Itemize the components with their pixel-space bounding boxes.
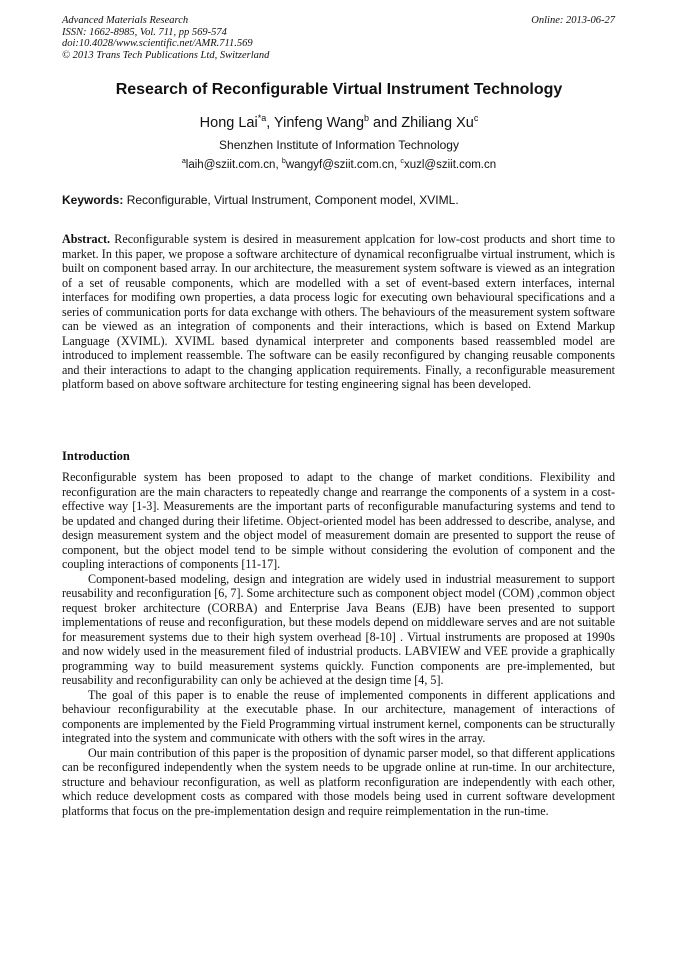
email-list — [0, 159, 678, 171]
copyright-line: © 2013 Trans Tech Publications Ltd, Switzerland — [62, 49, 270, 61]
author-name: Hong Lai — [199, 115, 258, 131]
author-mark: *a — [257, 113, 267, 124]
author-name: Yinfeng Wang — [274, 115, 365, 131]
email-mark: b — [281, 157, 286, 166]
keywords-label: Keywords: — [62, 193, 124, 207]
issn-line: ISSN: 1662-8985, Vol. 711, pp 569-574 — [62, 26, 227, 38]
journal-name: Advanced Materials Research — [62, 15, 189, 26]
email-address: laih@sziit.com.cn — [185, 159, 276, 171]
institution: Shenzhen Institute of Information Technology — [219, 138, 459, 152]
section-heading-introduction: Introduction — [62, 449, 130, 463]
paper-title: Research of Reconfigurable Virtual Instrument Technology — [115, 81, 563, 98]
author-mark: b — [364, 113, 370, 124]
paragraph: Component-based modeling, design and integration are widely used in industrial measurement to support reusability and reconfiguration [6, 7]. Some architecture such as component object model (COM) ,common object request broker architecture (CORBA) and Enterprise Java Beans (EJB) have been presented to support implementations of reuse and reconfiguration, but these models depend on middleware serves and are not suitable for measurement systems due to their high system overhead [8-10] . Virtual instruments are proposed at 1990s and now widely used in the measurement filed of industrial products. LABVIEW and VEE provide a graphically programming way to build measurement systems quickly. Function components are pre-implemented, but reusability and reconfigurability can only be achieved at the design time [4, 5]. — [62, 571, 615, 687]
author-name: Zhiliang Xu — [401, 115, 474, 131]
email-separator: , — [275, 159, 282, 171]
author-list — [0, 115, 678, 131]
author-separator: and — [369, 115, 402, 131]
email-mark: c — [400, 157, 404, 166]
abstract-label: Abstract. — [62, 232, 111, 246]
introduction-body — [62, 470, 615, 818]
online-date: Online: 2013-06-27 — [531, 15, 615, 26]
author-mark: c — [473, 113, 479, 124]
abstract — [62, 232, 615, 392]
email-address: wangyf@sziit.com.cn — [285, 159, 394, 171]
paragraph: Our main contribution of this paper is the proposition of dynamic parser model, so that different applications can be reconfigured independently when the system needs to be upgrade online at run-time. In our architecture, structure and behaviour reconfiguration, as well as platform reconfiguration are independently with each other, which reduce development costs as compared with those models being used in current software development platforms that focus on the pre-implementation design and require reimplementation in the run-time. — [62, 745, 615, 818]
abstract-text: Reconfigurable system is desired in measurement applcation for low-cost products and short time to market. In this paper, we propose a software architecture of dynamical reconfigrualbe virtual instrument, which is built on component based array. In our architecture, the measurement system software is viewed as an integration of a set of reusable components, which are modelled with a set of event-based extern interfaces, internal interfaces for modifing own properties, a data process logic for executing own behavioural specifications and a series of communication ports for data exchange with others. The behaviours of the measurement system software can be viewed as an integration of components and their interactions, which is based on Extend Markup Language (XVIML). XVIML based dynamical interpreter and components based reassembled model are introduced to implement reassemble. The software can be easily reconfigured by changing reusable components and their interactions to adapt to the changing application requirements. Finally, a reconfigurable measurement platform based on above software architecture for testing engineering signal has been developed. — [62, 232, 615, 391]
email-mark: a — [181, 157, 186, 166]
author-separator: , — [266, 115, 275, 131]
paragraph: The goal of this paper is to enable the reuse of implemented components in different applications and behaviour reconfigurability at the executable phase. In our architecture, management of interactions of components are implemented by the Field Programming virtual instrument kernel, components can be structurally integrated into the system and communicate with others with the soft wires in the array. — [62, 687, 615, 745]
journal-header — [62, 15, 269, 61]
email-separator: , — [394, 159, 401, 171]
paragraph: Reconfigurable system has been proposed to adapt to the change of market conditions. Flexibility and reconfiguration are the main characters to repeatedly change and rearrange the components of a system in a cost-effective way [1-3]. Measurements are the important parts of reconfigurable manufacturing systems and tend to be updated and changed during their lifetime. Object-oriented model has been addressed to describe, analyse, and design measurement system and the object model of measurement domain are presented to support the reuse of component, but the object model tend to be simple without considering the evolution of component and the coupling interactions of components [11-17]. — [62, 470, 615, 571]
keywords-text: Reconfigurable, Virtual Instrument, Component model, XVIML. — [126, 193, 459, 207]
email-address: xuzl@sziit.com.cn — [403, 159, 497, 171]
keywords — [62, 193, 459, 207]
doi-line: doi:10.4028/www.scientific.net/AMR.711.569 — [62, 38, 253, 49]
